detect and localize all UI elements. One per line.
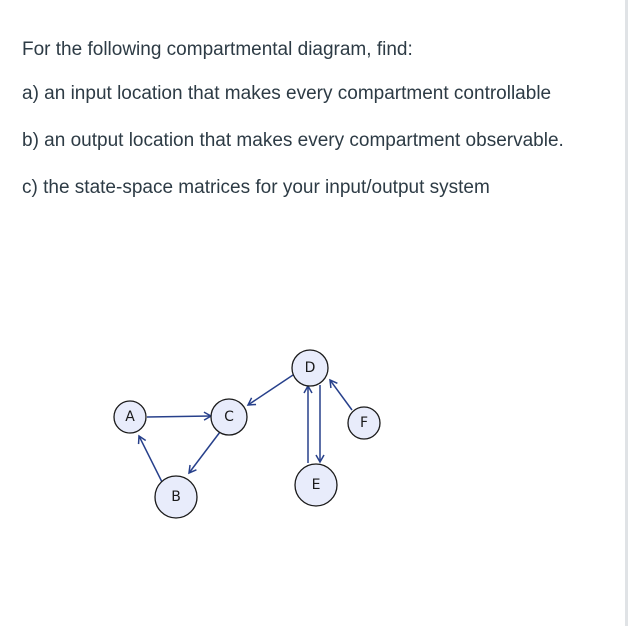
compartment-a xyxy=(114,401,146,433)
compartment-b xyxy=(155,476,197,518)
edge-b-to-a xyxy=(139,436,162,482)
compartment-d xyxy=(292,350,328,386)
question-intro: For the following compartmental diagram, find: xyxy=(22,39,413,60)
edge-c-to-b xyxy=(189,432,220,473)
compartment-b-label: B xyxy=(171,489,181,505)
compartment-e xyxy=(295,464,337,506)
compartment-c-label: C xyxy=(224,409,234,425)
edge-a-to-c xyxy=(147,416,211,417)
compartment-f xyxy=(348,407,380,439)
compartment-c xyxy=(211,399,247,435)
compartment-a-label: A xyxy=(125,409,135,425)
edge-f-to-d xyxy=(330,380,352,410)
edge-d-to-c xyxy=(248,375,293,405)
compartment-e-label: E xyxy=(311,477,321,493)
question-part-c: c) the state-space matrices for your input/output system xyxy=(22,177,490,198)
compartment-d-label: D xyxy=(304,360,316,376)
compartment-f-label: F xyxy=(359,415,369,431)
question-part-b: b) an output location that makes every compartment observable. xyxy=(22,130,564,151)
question-part-a: a) an input location that makes every compartment controllable xyxy=(22,83,552,104)
